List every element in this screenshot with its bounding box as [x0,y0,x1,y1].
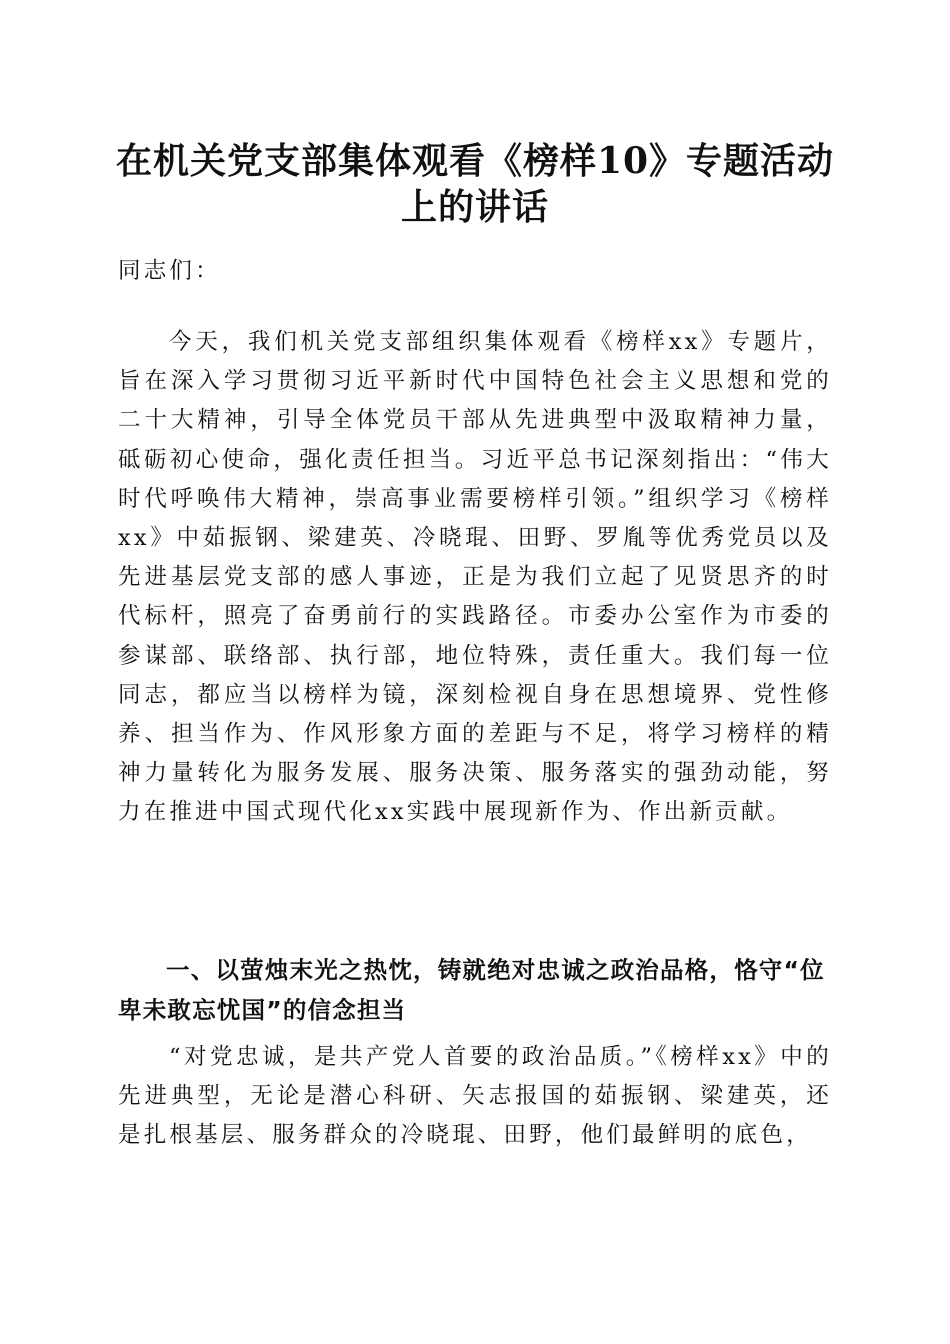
title-line-2: 上的讲话 [400,186,549,228]
paragraph-intro: 今天，我们机关党支部组织集体观看《榜样xx》专题片，旨在深入学习贯彻习近平新时代中国特色社会主义思想和党的二十大精神，引导全体党员干部从先进典型中汲取精神力量，砥砺初心使命，强化责任担当。习近平总书记深刻指出：“伟大时代呼唤伟大精神，崇高事业需要榜样引领。”组织学习《榜样xx》中茹振钢、梁建英、冷晓琨、田野、罗胤等优秀党员以及先进基层党支部的感人事迹，正是为我们立起了见贤思齐的时代标杆，照亮了奋勇前行的实践路径。市委办公室作为市委的参谋部、联络部、执行部，地位特殊，责任重大。我们每一位同志，都应当以榜样为镜，深刻检视自身在思想境界、党性修养、担当作为、作风形象方面的差距与不足，将学习榜样的精神力量转化为服务发展、服务决策、服务落实的强劲动能，努力在推进中国式现代化xx实践中展现新作为、作出新贡献。 [118,329,832,826]
title-line-1: 在机关党支部集体观看《榜样10》专题活动 [115,140,835,182]
section-heading-1: 一、以萤烛末光之热忱，铸就绝对忠诚之政治品格，恪守“位卑未敢忘忧国”的信念担当 [118,956,825,1024]
document-title [100,138,850,230]
paragraph-section-1: “对党忠诚，是共产党人首要的政治品质。”《榜样xx》中的先进典型，无论是潜心科研、矢志报国的茹振钢、梁建英，还是扎根基层、服务群众的冷晓琨、田野，他们最鲜明的底色， [118,1044,832,1149]
salutation: 同志们： [118,258,221,284]
